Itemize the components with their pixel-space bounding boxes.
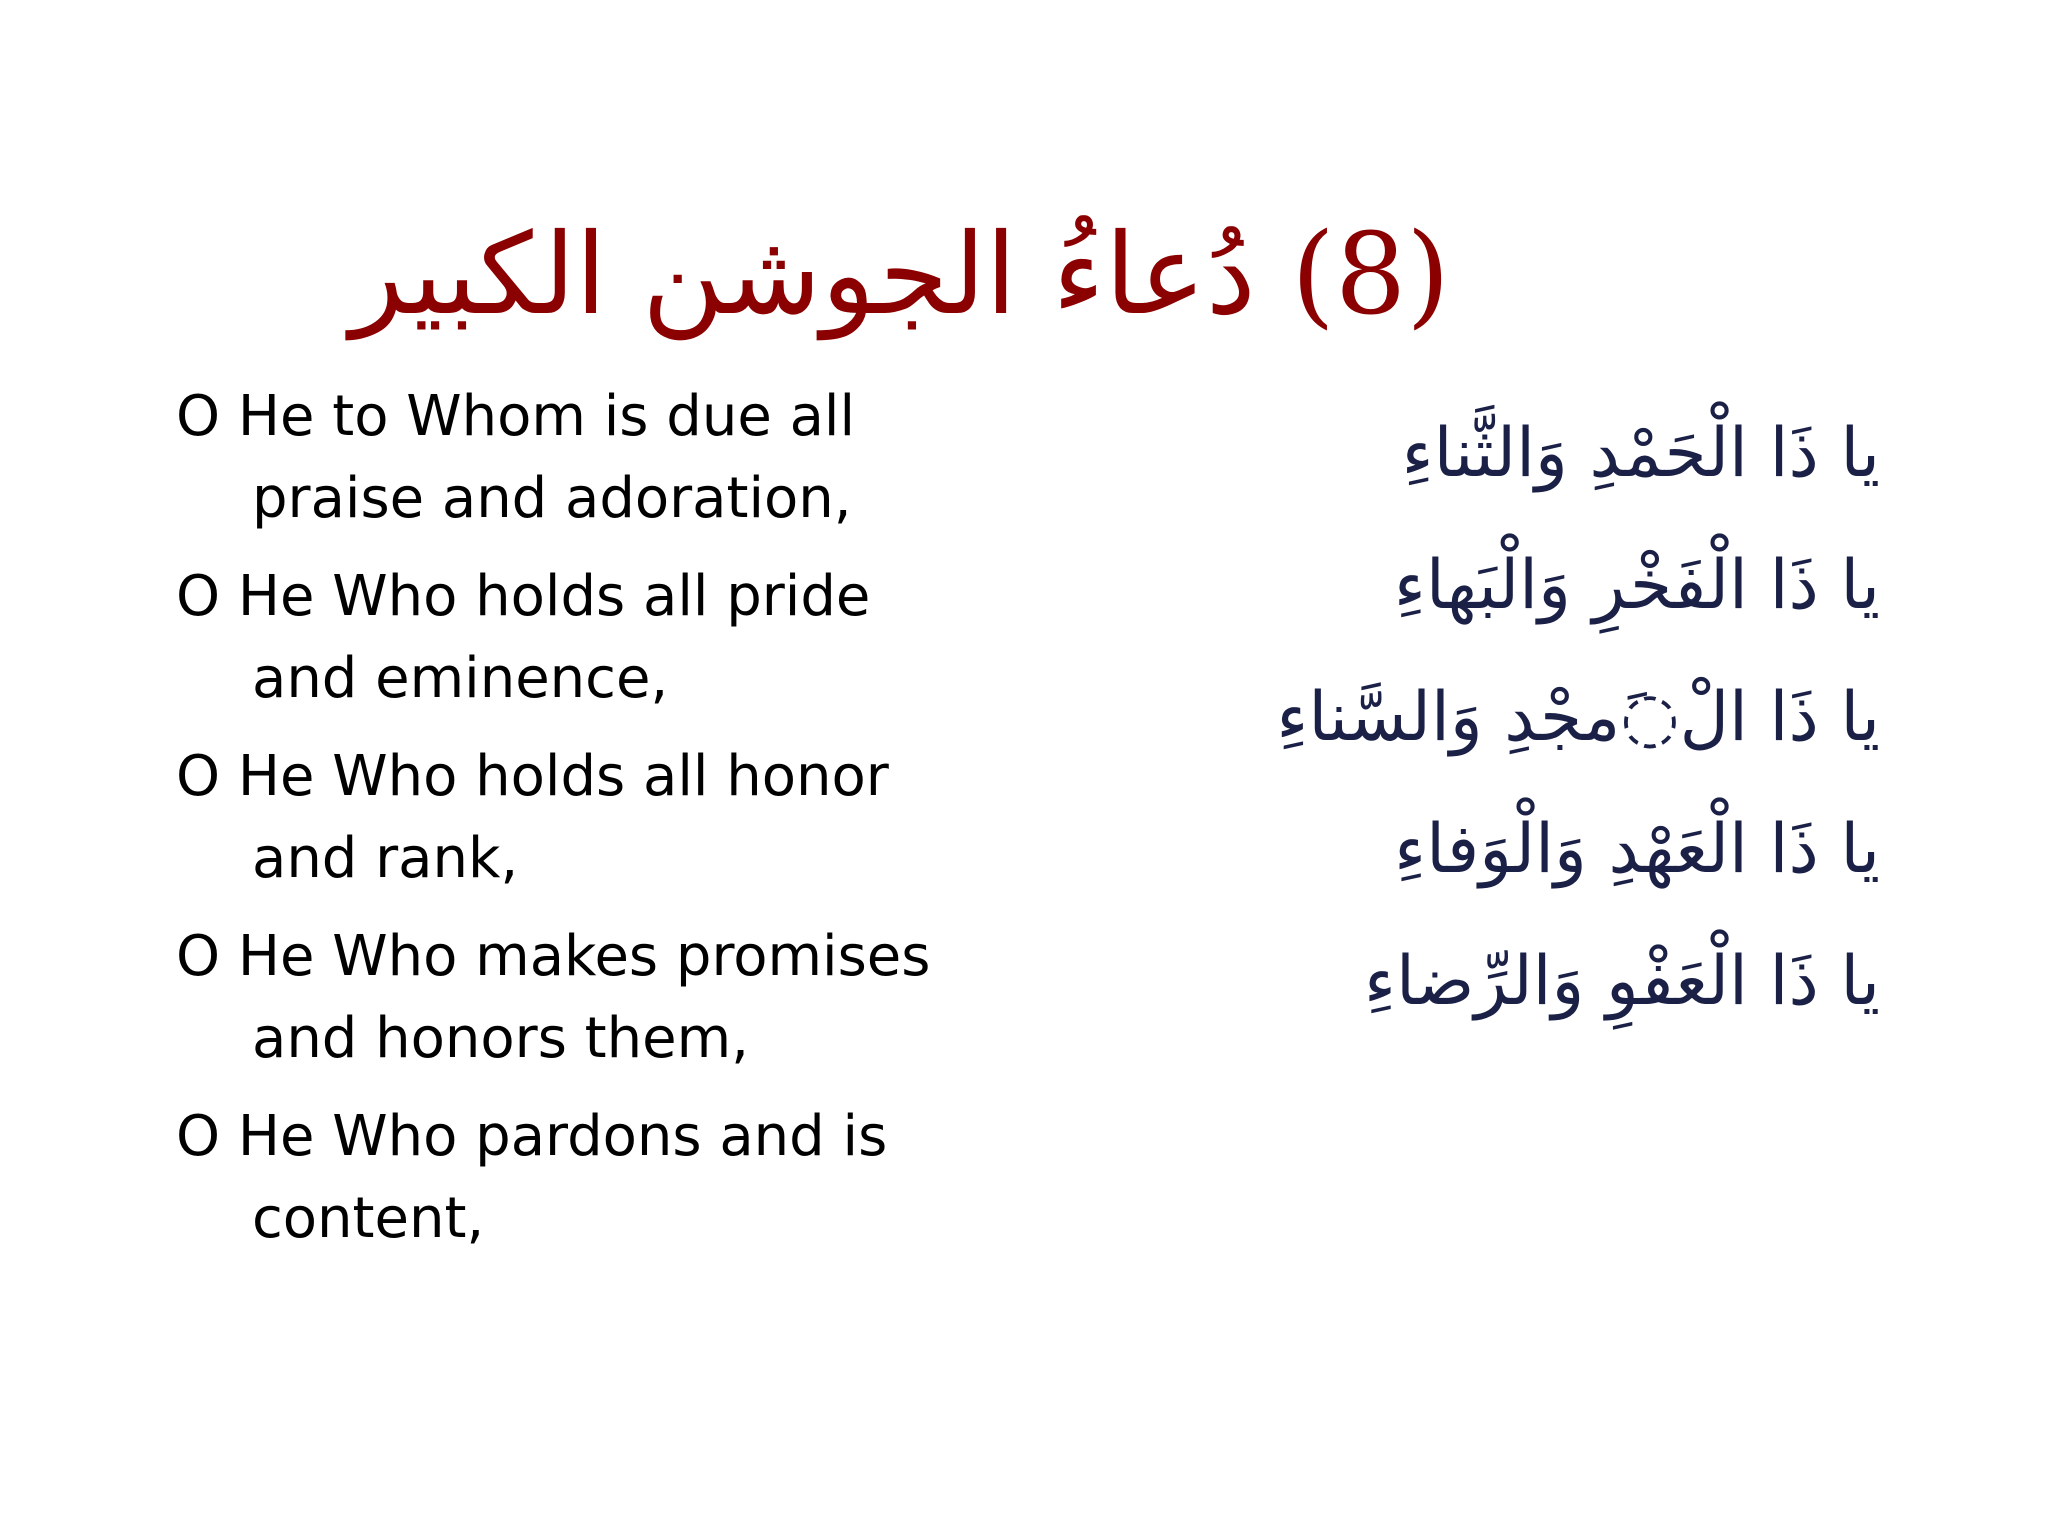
english-line: O He Who pardons and is content, (176, 1104, 888, 1251)
english-line: O He Who holds all pride and eminence, (176, 564, 871, 711)
arabic-line: يا ذَا الْعَهْدِ وَالْوَفاءِ (1394, 810, 1880, 889)
english-line: O He to Whom is due all praise and adoration, (176, 384, 855, 531)
english-line: O He Who makes promises and honors them, (176, 924, 931, 1071)
slide-title-text: (8) دُعاءُ الجوشن الكبير (350, 210, 1450, 340)
slide-title (300, 200, 1500, 350)
arabic-line: يا ذَا الْ◌َمجْدِ وَالسَّناءِ (1276, 678, 1880, 757)
arabic-line: يا ذَا الْعَفْوِ وَالرِّضاءِ (1363, 942, 1880, 1021)
english-translation (176, 376, 966, 1276)
arabic-text (1190, 388, 1880, 1048)
english-line: O He Who holds all honor and rank, (176, 744, 889, 891)
arabic-line: يا ذَا الْفَخْرِ وَالْبَهاءِ (1393, 546, 1880, 625)
arabic-line: يا ذَا الْحَمْدِ وَالثَّناءِ (1401, 414, 1880, 493)
